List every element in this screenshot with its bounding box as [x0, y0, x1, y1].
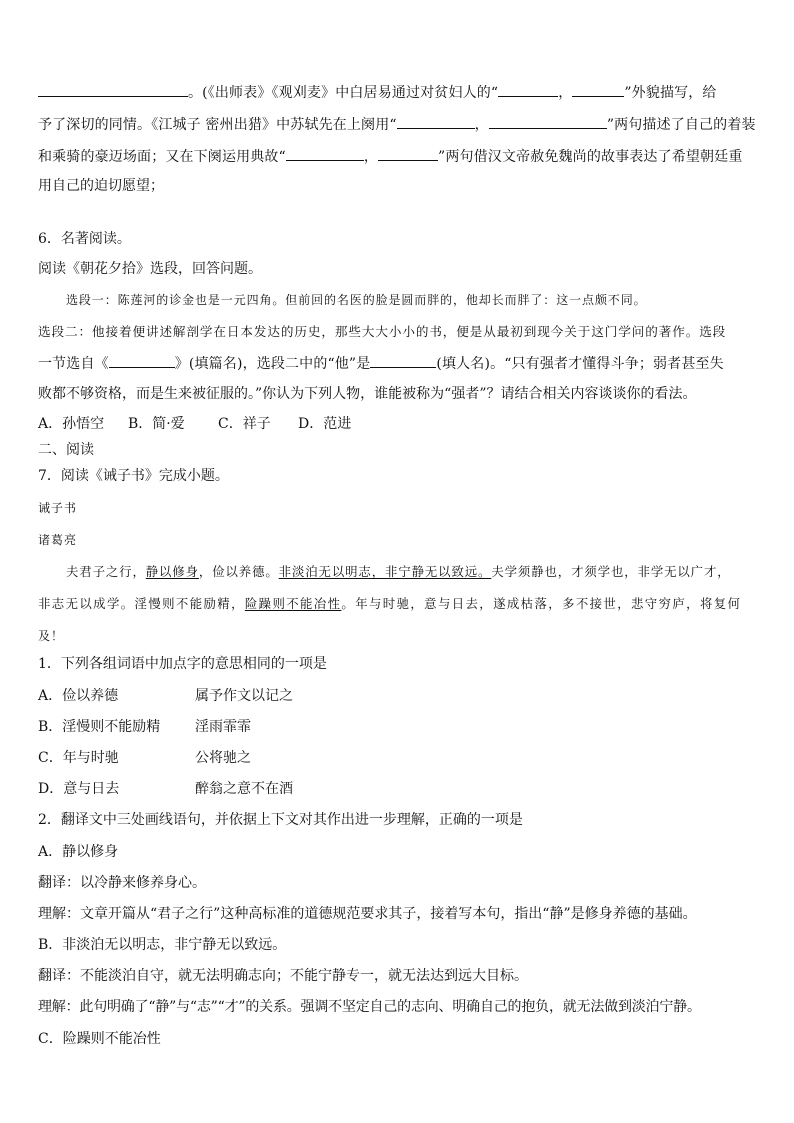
sub1-stem: 1．下列各组词语中加点字的意思相同的一项是	[38, 656, 327, 672]
sub2-b-translation: 翻译：不能淡泊自守，就无法明确志向；不能宁静专一，就无法达到远大目标。	[38, 968, 528, 984]
answer-blank[interactable]	[109, 353, 175, 368]
option-a[interactable]: A．孙悟空	[38, 416, 105, 432]
answer-blank[interactable]	[38, 82, 188, 97]
q5-line-4: 用自己的迫切愿望；	[38, 178, 164, 194]
poem-author: 诸葛亮	[38, 533, 78, 547]
sub1-option-c[interactable]: C．年与时驰 公将驰之	[38, 750, 251, 766]
sub1-option-b[interactable]: B．淫慢则不能励精 淫雨霏霏	[38, 719, 251, 735]
answer-blank[interactable]	[498, 82, 558, 97]
option-d[interactable]: D．范进	[298, 416, 352, 432]
sub2-option-c[interactable]: C．险躁则不能冶性	[38, 1031, 161, 1047]
q5-line-1: 。(《出师表》《观刈麦》中白居易通过对贫妇人的“ ， ”外貌描写，给	[38, 82, 717, 103]
answer-blank[interactable]	[572, 82, 624, 97]
q6-options	[38, 414, 378, 434]
underlined-phrase: 非淡泊无以明志，非宁静无以致远。	[278, 564, 492, 579]
q5-line-2: 予了深切的同情。《江城子 密州出猎》中苏轼先在上阕用“ ， ”两句描述了自己的着装	[38, 114, 756, 135]
sub1-option-d[interactable]: D．意与日去 醉翁之意不在酒	[38, 781, 293, 797]
answer-blank[interactable]	[370, 353, 436, 368]
section-heading: 二、阅读	[38, 442, 94, 458]
option-c[interactable]: C．祥子	[218, 416, 271, 432]
q7-title: 7．阅读《诫子书》完成小题。	[38, 468, 229, 484]
answer-blank[interactable]	[397, 114, 475, 129]
sub2-a-understanding: 理解：文章开篇从“君子之行”这种高标准的道德规范要求其子，接着写本句，指出“静”是修身养德的基础。	[38, 906, 697, 922]
poem-title: 诫子书	[38, 501, 78, 515]
answer-blank[interactable]	[489, 114, 607, 129]
sub2-option-b[interactable]: B．非淡泊无以明志，非宁静无以致远。	[38, 937, 287, 953]
underlined-phrase: 险躁则不能冶性	[244, 596, 342, 611]
underlined-phrase: 静以修身	[145, 564, 199, 579]
q6-line-4: 败都不够资格，而是生来被征服的。”你认为下列人物，谁能被称为“强者”？请结合相关内容谈谈你的看法。	[38, 386, 697, 402]
option-b[interactable]: B．简·爱	[128, 416, 185, 432]
q6-excerpt-1: 选段一：陈莲河的诊金也是一元四角。但前回的名医的脸是圆而胖的，他却长而胖了：这一点颇不同。	[66, 293, 647, 307]
answer-blank[interactable]	[378, 146, 438, 161]
q6-line-3: 一节选自《 》(填篇名)，选段二中的“他”是 (填人名)。“只有强者才懂得斗争；弱者甚至失	[38, 353, 724, 374]
q6-title: 6．名著阅读。	[38, 231, 131, 247]
sub2-b-understanding: 理解：此句明确了“静”与“志”“才”的关系。强调不坚定自己的志向、明确自己的抱负，就无法做到淡泊宁静。	[38, 999, 701, 1015]
q6-excerpt-2: 选段二：他接着便讲述解剖学在日本发达的历史，那些大大小小的书，便是从最初到现今关于这门学问的著作。选段	[38, 324, 727, 339]
q6-intro: 阅读《朝花夕拾》选段，回答问题。	[38, 261, 262, 277]
answer-blank[interactable]	[286, 146, 364, 161]
sub2-stem: 2．翻译文中三处画线语句，并依据上下文对其作出进一步理解，正确的一项是	[38, 812, 523, 828]
classical-text-line-3: 及！	[38, 629, 65, 643]
sub2-option-a[interactable]: A．静以修身	[38, 844, 119, 860]
classical-text-line-1: 夫君子之行，静以修身，俭以养德。非淡泊无以明志，非宁静无以致远。夫学须静也，才须学也，非学无以广才，	[66, 564, 731, 579]
sub1-option-a[interactable]: A．俭以养德 属予作文以记之	[38, 688, 293, 704]
classical-text-line-2: 非志无以成学。淫慢则不能励精，险躁则不能冶性。年与时驰，意与日去，遂成枯落，多不接世，悲守穷庐，将复何	[38, 596, 742, 611]
sub2-a-translation: 翻译：以冷静来修养身心。	[38, 875, 206, 891]
q5-line-3: 和乘骑的豪迈场面；又在下阕运用典故“ ， ”两句借汉文帝赦免魏尚的故事表达了希望朝廷重	[38, 146, 742, 167]
